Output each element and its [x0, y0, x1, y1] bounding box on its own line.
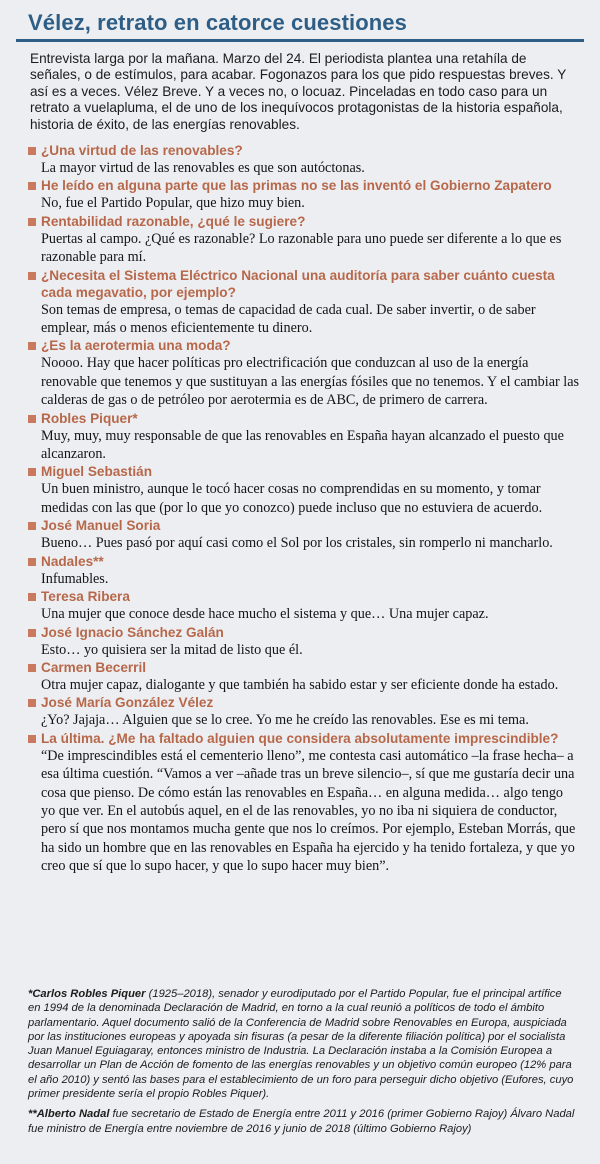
question	[28, 463, 580, 480]
answer-text: Bueno… Pues pasó por aquí casi como el Sol por los cristales, sin romperlo ni mancharlo.	[41, 535, 553, 552]
question	[28, 337, 580, 354]
qa-item	[28, 267, 580, 338]
footnote-text: fue secretario de Estado de Energía entre 2011 y 2016 (primer Gobierno Rajoy) Álvaro Nadal fue ministro de Energía entre noviembre de 2016 y junio de 2018 (último Gobierno Rajoy)	[28, 1108, 575, 1135]
question	[28, 730, 580, 747]
footnote-text: (1925–2018), senador y eurodiputado por el Partido Popular, fue el principal artífice en 1994 de la denominada Declaración de Madrid, en torno a la cual reunió a políticos de todo el ámbito parlamentario. Aquel documento salió de la Conferencia de Madrid sobre Renovables en Europa, auspiciada por las instituciones europeas y apoyada sin fisuras (a pesar de la diferente filiación política) por el socialista Juan Manuel Eguiagaray, entonces ministro de Industria. La Declaración instaba a la Comisión Europea a desarrollar un Plan de Acción de fomento de las energías renovables y un objetivo común europeo (12% para el año 2010) y sentó las bases para el establecimiento de un foro para perseguir dicho objetivo (Eufores, cuyo primer presidente sería el propio Robles Piquer).	[28, 988, 574, 1101]
answer-text: Una mujer que conoce desde hace mucho el sistema y que… Una mujer capaz.	[41, 606, 489, 623]
question	[28, 694, 580, 711]
answer-text: La mayor virtud de las renovables es que son autóctonas.	[41, 160, 365, 176]
qa-item	[28, 517, 580, 552]
qa-item	[28, 694, 580, 729]
answer-text: Otra mujer capaz, dialogante y que también ha sabido estar y ser eficiente donde ha estado.	[41, 676, 559, 693]
question-text: José Manuel Soria	[41, 518, 161, 534]
qa-item	[28, 553, 580, 588]
question-text: José María González Vélez	[41, 695, 214, 711]
qa-item	[28, 213, 580, 267]
answer-text: Esto… yo quisiera ser la mitad de listo que él.	[41, 641, 303, 658]
question-text: ¿Una virtud de las renovables?	[41, 143, 243, 158]
answer-text: “De imprescindibles está el cementerio lleno”, me contesta casi automático –la frase hecha– a esa última cuestión. “Vamos a ver –añade tras un breve silencio–, sí que me gustaría decir una cosa que pienso. De cómo están las renovables en España… en alguna medida… algo tengo yo que ver. En el autobús aquel, en el de las renovables, yo no iba ni siquiera de conductor, pero sí que nos montamos mucha gente que nos lo creímos. Por ejemplo, Esteban Morrás, que ha sido un hombre que en las renovables en España ha ejercido y ha tenido fortaleza, y que yo creo que sí que lo supo hacer, y que lo supo hacer muy bien”.	[41, 747, 576, 875]
square-bullet-icon	[28, 522, 36, 530]
question	[28, 659, 580, 676]
footnote-name: *Carlos Robles Piquer	[28, 988, 146, 1000]
square-bullet-icon	[28, 629, 36, 637]
article-title: Vélez, retrato en catorce cuestiones	[28, 10, 407, 35]
answer-text: ¿Yo? Jajaja… Alguien que se lo cree. Yo me he creído las renovables. Ese es mi tema.	[41, 712, 529, 729]
footnote-name: **Alberto Nadal	[28, 1108, 110, 1121]
answer-text: Un buen ministro, aunque le tocó hacer cosas no comprendidas en su momento, y tomar medidas con las que (por lo que yo conozco) puede incluso que no estuviera de acuerdo.	[41, 481, 543, 516]
qa-item	[28, 588, 580, 623]
question	[28, 177, 580, 194]
answer-text: Muy, muy, muy responsable de que las renovables en España hayan alcanzado el puesto que alcanzaron.	[41, 427, 564, 463]
question-text: He leído en alguna parte que las primas no se las inventó el Gobierno Zapatero	[41, 178, 552, 194]
title-underline	[16, 39, 584, 42]
question-text: ¿Necesita el Sistema Eléctrico Nacional una auditoría para saber cuánto cuesta cada megavatio, por ejemplo?	[41, 267, 555, 300]
square-bullet-icon	[28, 415, 36, 423]
footnote	[28, 987, 576, 1101]
square-bullet-icon	[28, 699, 36, 707]
qa-item	[28, 410, 580, 464]
intro-paragraph: Entrevista larga por la mañana. Marzo del 24. El periodista plantea una retahíla de señales, o de estímulos, para acabar. Fogonazos para los que pido respuestas breves. Y así es a veces. Vélez Breve. Y a veces no, o locuaz. Pinceladas en todo caso para un retrato a vuelapluma, el de uno de los inequívocos protagonistas de la historia española, historia de éxito, de las energías renovables.	[30, 51, 567, 132]
qa-item	[28, 142, 580, 177]
question-text: Teresa Ribera	[41, 589, 130, 605]
question-text: Rentabilidad razonable, ¿qué le sugiere?	[41, 213, 306, 229]
question	[28, 267, 580, 301]
question-text: José Ignacio Sánchez Galán	[41, 624, 224, 640]
qa-item	[28, 463, 580, 517]
question	[28, 213, 580, 230]
square-bullet-icon	[28, 664, 36, 672]
question	[28, 410, 580, 427]
question-text: Carmen Becerril	[41, 659, 147, 675]
answer-text: Son temas de empresa, o temas de capacidad de cada cual. De saber invertir, o de saber emplear, más o menos eficientemente tu dinero.	[41, 301, 536, 337]
square-bullet-icon	[28, 342, 36, 350]
qa-item	[28, 659, 580, 694]
question	[28, 142, 580, 159]
question	[28, 517, 580, 534]
answer-text: Noooo. Hay que hacer políticas pro electrificación que conduzcan al uso de la energía renovable que tenemos y que sustituyan a las energías fósiles que no tenemos. Y el cambiar las calderas de gas o de petróleo por aerotermia es de ABC, de primero de carrera.	[41, 355, 580, 409]
answer-text: Puertas al campo. ¿Qué es razonable? Lo razonable para uno puede ser diferente a lo que es razonable para mí.	[41, 230, 562, 266]
qa-item	[28, 624, 580, 659]
interview-qa-list	[28, 142, 580, 876]
question-text: ¿Es la aerotermia una moda?	[41, 338, 231, 354]
square-bullet-icon	[28, 147, 36, 155]
question-text: Miguel Sebastián	[41, 464, 153, 480]
square-bullet-icon	[28, 218, 36, 226]
square-bullet-icon	[28, 593, 36, 601]
answer-text: Infumables.	[41, 570, 109, 587]
question	[28, 553, 580, 570]
footnote	[28, 1107, 576, 1136]
answer-text: No, fue el Partido Popular, que hizo muy bien.	[41, 195, 305, 212]
question	[28, 588, 580, 605]
question	[28, 624, 580, 641]
footnotes	[28, 987, 576, 1142]
qa-item	[28, 177, 580, 212]
square-bullet-icon	[28, 468, 36, 476]
qa-item	[28, 337, 580, 409]
qa-item	[28, 730, 580, 876]
square-bullet-icon	[28, 272, 36, 280]
square-bullet-icon	[28, 735, 36, 743]
question-text: La última. ¿Me ha faltado alguien que considera absolutamente imprescindible?	[41, 730, 559, 746]
square-bullet-icon	[28, 182, 36, 190]
question-text: Nadales**	[41, 553, 104, 569]
question-text: Robles Piquer*	[41, 410, 138, 426]
square-bullet-icon	[28, 558, 36, 566]
